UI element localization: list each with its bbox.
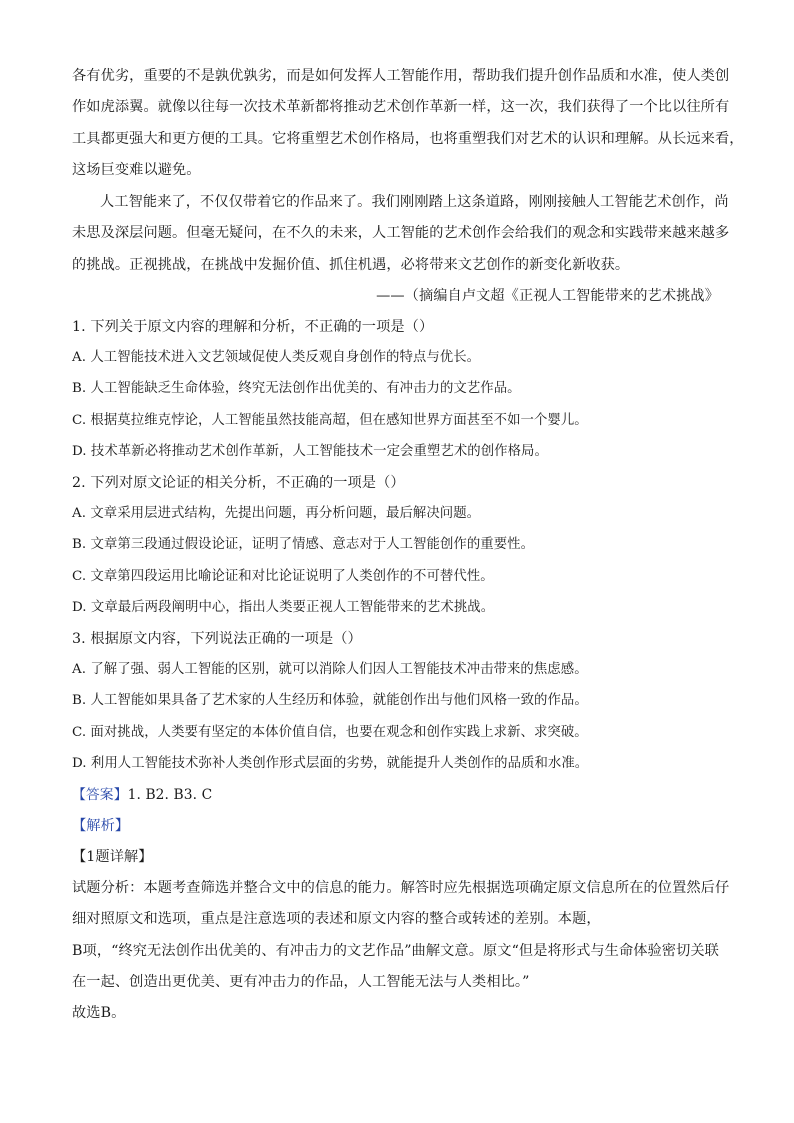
question-option: A. 了解了强、弱人工智能的区别，就可以消除人们因人工智能技术冲击带来的焦虑感。 — [72, 662, 588, 677]
paragraph-line: 的挑战。正视挑战，在挑战中发掘价值、抓住机遇，必将带来文艺创作的新变化新收获。 — [72, 257, 630, 273]
answer-line — [72, 785, 732, 805]
analysis-subheading: 【1题详解】 — [72, 849, 153, 865]
question-option: C. 根据莫拉维克悖论，人工智能虽然技能高超，但在感知世界方面甚至不如一个婴儿。 — [72, 413, 588, 428]
question-option: D. 技术革新必将推动艺术创作革新，人工智能技术一定会重塑艺术的创作格局。 — [72, 444, 548, 459]
paragraph-line: 作如虎添翼。就像以往每一次技术革新都将推动艺术创作革新一样，这一次，我们获得了一个比以往所有 — [72, 99, 730, 115]
question-stem: 1. 下列关于原文内容的理解和分析，不正确的一项是（） — [72, 319, 434, 335]
analysis-line: B项，“终究无法创作出优美的、有冲击力的文艺作品”曲解文意。原文“但是将形式与生命体验密切关联 — [72, 943, 719, 959]
paragraph-line: 各有优劣，重要的不是孰优孰劣，而是如何发挥人工智能作用，帮助我们提升创作品质和水准，使人类创 — [72, 68, 730, 84]
question-option: A. 人工智能技术进入文艺领域促使人类反观自身创作的特点与优长。 — [72, 350, 481, 365]
source-citation: ——（摘编自卢文超《正视人工智能带来的艺术挑战》 — [376, 288, 719, 304]
question-stem: 3. 根据原文内容，下列说法正确的一项是（） — [72, 631, 362, 647]
analysis-line: 细对照原文和选项，重点是注意选项的表述和原文内容的整合或转述的差别。本题， — [72, 911, 601, 927]
answer-label: 【答案】 — [72, 787, 128, 803]
question-option: C. 文章第四段运用比喻论证和对比论证说明了人类创作的不可替代性。 — [72, 569, 494, 584]
paragraph-line: 这场巨变难以避免。 — [72, 162, 201, 178]
question-stem: 2. 下列对原文论证的相关分析，不正确的一项是（） — [72, 475, 405, 491]
question-option: D. 文章最后两段阐明中心，指出人类要正视人工智能带来的艺术挑战。 — [72, 600, 495, 615]
analysis-label: 【解析】 — [72, 818, 130, 834]
question-option: A. 文章采用层进式结构，先提出问题，再分析问题，最后解决问题。 — [72, 506, 481, 521]
question-option: B. 人工智能缺乏生命体验，终究无法创作出优美的、有冲击力的文艺作品。 — [72, 381, 521, 396]
analysis-heading — [72, 816, 732, 836]
analysis-line: 试题分析：本题考查筛选并整合文中的信息的能力。解答时应先根据选项确定原文信息所在的位置然后仔 — [72, 880, 730, 896]
paragraph-line: 人工智能来了，不仅仅带着它的作品来了。我们刚刚踏上这条道路，刚刚接触人工智能艺术创作，尚 — [100, 194, 729, 210]
question-option: B. 人工智能如果具备了艺术家的人生经历和体验，就能创作出与他们风格一致的作品。 — [72, 693, 588, 708]
question-option: D. 利用人工智能技术弥补人类创作形式层面的劣势，就能提升人类创作的品质和水准。 — [72, 756, 589, 771]
answer-value: 1. B2. B3. C — [127, 787, 213, 803]
analysis-line: 故选B。 — [72, 1005, 126, 1021]
question-option: C. 面对挑战，人类要有坚定的本体价值自信，也要在观念和创作实践上求新、求突破。 — [72, 725, 588, 740]
paragraph-line: 未思及深层问题。但毫无疑问，在不久的未来，人工智能的艺术创作会给我们的观念和实践带来越来越多 — [72, 225, 730, 241]
analysis-line: 在一起、创造出更优美、更有冲击力的作品，人工智能无法与人类相比。” — [72, 974, 530, 990]
question-option: B. 文章第三段通过假设论证，证明了情感、意志对于人工智能创作的重要性。 — [72, 537, 535, 552]
paragraph-line: 工具都更强大和更方便的工具。它将重塑艺术创作格局，也将重塑我们对艺术的认识和理解。从长远来看， — [72, 131, 744, 147]
